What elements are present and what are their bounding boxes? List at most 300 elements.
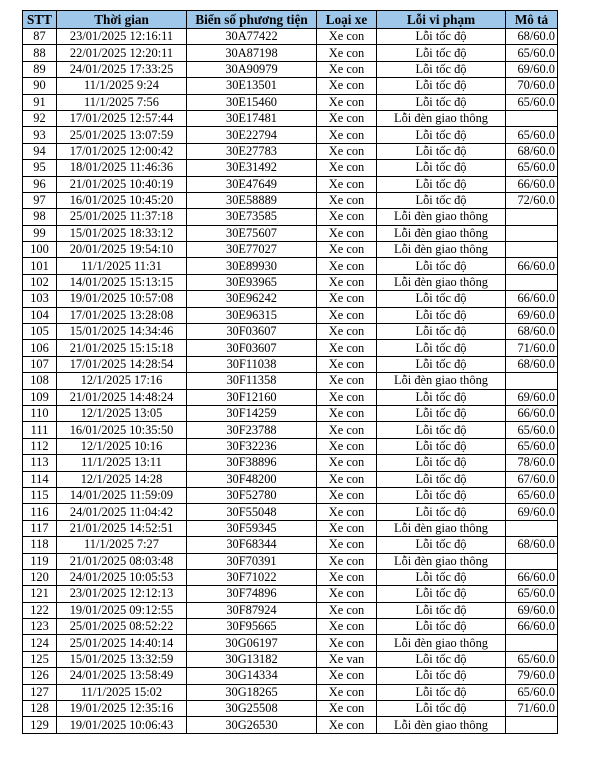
cell-description: 69/60.0	[506, 504, 558, 520]
cell-stt: 101	[23, 258, 57, 274]
cell-stt: 91	[23, 94, 57, 110]
table-row	[23, 602, 558, 618]
cell-description: 68/60.0	[506, 29, 558, 45]
cell-description	[506, 110, 558, 126]
cell-plate: 30F48200	[187, 471, 317, 487]
table-row	[23, 307, 558, 323]
cell-description: 69/60.0	[506, 602, 558, 618]
cell-plate: 30F59345	[187, 520, 317, 536]
cell-plate: 30G13182	[187, 651, 317, 667]
cell-description	[506, 274, 558, 290]
cell-violation: Lỗi tốc độ	[377, 192, 506, 208]
cell-violation: Lỗi tốc độ	[377, 340, 506, 356]
cell-plate: 30G25508	[187, 701, 317, 717]
cell-vehicle-type: Xe con	[317, 160, 377, 176]
cell-violation: Lỗi tốc độ	[377, 602, 506, 618]
cell-violation: Lỗi đèn giao thông	[377, 274, 506, 290]
cell-plate: 30F55048	[187, 504, 317, 520]
cell-plate: 30A77422	[187, 29, 317, 45]
cell-description	[506, 553, 558, 569]
cell-plate: 30F03607	[187, 340, 317, 356]
cell-description: 65/60.0	[506, 127, 558, 143]
cell-violation: Lỗi tốc độ	[377, 389, 506, 405]
cell-stt: 128	[23, 701, 57, 717]
cell-violation: Lỗi tốc độ	[377, 291, 506, 307]
cell-violation: Lỗi tốc độ	[377, 127, 506, 143]
cell-vehicle-type: Xe van	[317, 651, 377, 667]
cell-violation: Lỗi đèn giao thông	[377, 553, 506, 569]
cell-plate: 30G06197	[187, 635, 317, 651]
table-row	[23, 668, 558, 684]
cell-description: 67/60.0	[506, 471, 558, 487]
cell-time: 12/1/2025 13:05	[57, 405, 187, 421]
cell-stt: 109	[23, 389, 57, 405]
cell-stt: 122	[23, 602, 57, 618]
cell-description: 65/60.0	[506, 684, 558, 700]
cell-vehicle-type: Xe con	[317, 717, 377, 733]
cell-time: 15/01/2025 14:34:46	[57, 324, 187, 340]
cell-time: 17/01/2025 14:28:54	[57, 356, 187, 372]
cell-violation: Lỗi tốc độ	[377, 160, 506, 176]
cell-vehicle-type: Xe con	[317, 635, 377, 651]
cell-violation: Lỗi tốc độ	[377, 61, 506, 77]
cell-plate: 30E22794	[187, 127, 317, 143]
cell-time: 17/01/2025 13:28:08	[57, 307, 187, 323]
cell-violation: Lỗi đèn giao thông	[377, 635, 506, 651]
cell-description: 65/60.0	[506, 94, 558, 110]
cell-vehicle-type: Xe con	[317, 209, 377, 225]
cell-violation: Lỗi tốc độ	[377, 668, 506, 684]
cell-plate: 30E96242	[187, 291, 317, 307]
cell-description: 65/60.0	[506, 422, 558, 438]
cell-violation: Lỗi tốc độ	[377, 94, 506, 110]
table-row	[23, 225, 558, 241]
cell-stt: 129	[23, 717, 57, 733]
table-row	[23, 110, 558, 126]
header-time: Thời gian	[57, 11, 187, 29]
cell-time: 11/1/2025 9:24	[57, 78, 187, 94]
cell-plate: 30F14259	[187, 405, 317, 421]
cell-violation: Lỗi đèn giao thông	[377, 225, 506, 241]
cell-time: 25/01/2025 08:52:22	[57, 619, 187, 635]
cell-description	[506, 225, 558, 241]
cell-description: 66/60.0	[506, 291, 558, 307]
cell-vehicle-type: Xe con	[317, 569, 377, 585]
table-row	[23, 78, 558, 94]
cell-description: 65/60.0	[506, 487, 558, 503]
cell-description: 68/60.0	[506, 356, 558, 372]
cell-time: 16/01/2025 10:45:20	[57, 192, 187, 208]
cell-description: 70/60.0	[506, 78, 558, 94]
cell-description: 71/60.0	[506, 340, 558, 356]
cell-time: 21/01/2025 15:15:18	[57, 340, 187, 356]
table-row	[23, 405, 558, 421]
table-row	[23, 389, 558, 405]
cell-violation: Lỗi tốc độ	[377, 569, 506, 585]
table-row	[23, 192, 558, 208]
table-row	[23, 422, 558, 438]
table-row	[23, 373, 558, 389]
cell-time: 12/1/2025 10:16	[57, 438, 187, 454]
cell-vehicle-type: Xe con	[317, 258, 377, 274]
cell-stt: 100	[23, 242, 57, 258]
cell-vehicle-type: Xe con	[317, 94, 377, 110]
cell-violation: Lỗi tốc độ	[377, 29, 506, 45]
cell-time: 11/1/2025 7:27	[57, 537, 187, 553]
cell-violation: Lỗi đèn giao thông	[377, 110, 506, 126]
cell-stt: 124	[23, 635, 57, 651]
cell-violation: Lỗi tốc độ	[377, 586, 506, 602]
header-row	[23, 11, 558, 29]
table-row	[23, 569, 558, 585]
cell-time: 20/01/2025 19:54:10	[57, 242, 187, 258]
cell-vehicle-type: Xe con	[317, 356, 377, 372]
table-row	[23, 684, 558, 700]
cell-description: 65/60.0	[506, 160, 558, 176]
cell-stt: 97	[23, 192, 57, 208]
cell-vehicle-type: Xe con	[317, 471, 377, 487]
cell-time: 11/1/2025 13:11	[57, 455, 187, 471]
cell-time: 18/01/2025 11:46:36	[57, 160, 187, 176]
cell-stt: 112	[23, 438, 57, 454]
cell-violation: Lỗi tốc độ	[377, 324, 506, 340]
table-body	[23, 29, 558, 734]
table-row	[23, 29, 558, 45]
table-row	[23, 717, 558, 733]
cell-plate: 30F71022	[187, 569, 317, 585]
cell-stt: 103	[23, 291, 57, 307]
cell-vehicle-type: Xe con	[317, 487, 377, 503]
cell-description	[506, 373, 558, 389]
cell-time: 17/01/2025 12:57:44	[57, 110, 187, 126]
cell-plate: 30G18265	[187, 684, 317, 700]
cell-vehicle-type: Xe con	[317, 405, 377, 421]
cell-violation: Lỗi tốc độ	[377, 78, 506, 94]
cell-violation: Lỗi tốc độ	[377, 684, 506, 700]
cell-time: 15/01/2025 13:32:59	[57, 651, 187, 667]
table-row	[23, 127, 558, 143]
cell-stt: 119	[23, 553, 57, 569]
cell-vehicle-type: Xe con	[317, 307, 377, 323]
table-row	[23, 45, 558, 61]
cell-time: 23/01/2025 12:12:13	[57, 586, 187, 602]
cell-violation: Lỗi tốc độ	[377, 258, 506, 274]
cell-plate: 30F68344	[187, 537, 317, 553]
cell-stt: 120	[23, 569, 57, 585]
cell-time: 11/1/2025 7:56	[57, 94, 187, 110]
cell-vehicle-type: Xe con	[317, 668, 377, 684]
cell-description	[506, 520, 558, 536]
cell-vehicle-type: Xe con	[317, 45, 377, 61]
cell-plate: 30F32236	[187, 438, 317, 454]
cell-stt: 126	[23, 668, 57, 684]
cell-time: 22/01/2025 12:20:11	[57, 45, 187, 61]
cell-violation: Lỗi tốc độ	[377, 471, 506, 487]
table-row	[23, 487, 558, 503]
cell-time: 14/01/2025 15:13:15	[57, 274, 187, 290]
cell-stt: 108	[23, 373, 57, 389]
cell-vehicle-type: Xe con	[317, 438, 377, 454]
cell-vehicle-type: Xe con	[317, 61, 377, 77]
cell-description: 65/60.0	[506, 45, 558, 61]
table-row	[23, 340, 558, 356]
cell-time: 12/1/2025 17:16	[57, 373, 187, 389]
cell-time: 19/01/2025 10:06:43	[57, 717, 187, 733]
cell-vehicle-type: Xe con	[317, 225, 377, 241]
cell-description: 68/60.0	[506, 324, 558, 340]
cell-vehicle-type: Xe con	[317, 340, 377, 356]
cell-vehicle-type: Xe con	[317, 520, 377, 536]
cell-vehicle-type: Xe con	[317, 586, 377, 602]
table-row	[23, 143, 558, 159]
cell-plate: 30F70391	[187, 553, 317, 569]
cell-plate: 30E58889	[187, 192, 317, 208]
cell-violation: Lỗi tốc độ	[377, 701, 506, 717]
cell-violation: Lỗi tốc độ	[377, 619, 506, 635]
cell-stt: 87	[23, 29, 57, 45]
cell-description	[506, 635, 558, 651]
header-stt: STT	[23, 11, 57, 29]
cell-description: 69/60.0	[506, 61, 558, 77]
cell-violation: Lỗi tốc độ	[377, 487, 506, 503]
cell-time: 19/01/2025 10:57:08	[57, 291, 187, 307]
cell-violation: Lỗi tốc độ	[377, 356, 506, 372]
cell-plate: 30F12160	[187, 389, 317, 405]
table-row	[23, 635, 558, 651]
cell-stt: 96	[23, 176, 57, 192]
cell-plate: 30F23788	[187, 422, 317, 438]
cell-description	[506, 717, 558, 733]
cell-time: 21/01/2025 08:03:48	[57, 553, 187, 569]
table-row	[23, 274, 558, 290]
cell-time: 16/01/2025 10:35:50	[57, 422, 187, 438]
table-row	[23, 520, 558, 536]
cell-plate: 30E15460	[187, 94, 317, 110]
cell-vehicle-type: Xe con	[317, 455, 377, 471]
table-row	[23, 471, 558, 487]
cell-vehicle-type: Xe con	[317, 422, 377, 438]
cell-stt: 123	[23, 619, 57, 635]
cell-vehicle-type: Xe con	[317, 389, 377, 405]
cell-description: 66/60.0	[506, 405, 558, 421]
cell-vehicle-type: Xe con	[317, 373, 377, 389]
cell-description: 66/60.0	[506, 569, 558, 585]
cell-time: 21/01/2025 14:52:51	[57, 520, 187, 536]
cell-vehicle-type: Xe con	[317, 619, 377, 635]
cell-stt: 90	[23, 78, 57, 94]
cell-description: 69/60.0	[506, 307, 558, 323]
cell-plate: 30E17481	[187, 110, 317, 126]
violations-table	[22, 10, 558, 734]
cell-stt: 125	[23, 651, 57, 667]
cell-violation: Lỗi tốc độ	[377, 405, 506, 421]
cell-stt: 104	[23, 307, 57, 323]
cell-vehicle-type: Xe con	[317, 192, 377, 208]
cell-description: 68/60.0	[506, 143, 558, 159]
table-row	[23, 324, 558, 340]
cell-vehicle-type: Xe con	[317, 291, 377, 307]
cell-stt: 95	[23, 160, 57, 176]
cell-description	[506, 209, 558, 225]
cell-vehicle-type: Xe con	[317, 242, 377, 258]
cell-time: 21/01/2025 10:40:19	[57, 176, 187, 192]
cell-vehicle-type: Xe con	[317, 78, 377, 94]
cell-violation: Lỗi đèn giao thông	[377, 520, 506, 536]
cell-time: 17/01/2025 12:00:42	[57, 143, 187, 159]
cell-stt: 92	[23, 110, 57, 126]
table-row	[23, 553, 558, 569]
cell-violation: Lỗi tốc độ	[377, 438, 506, 454]
cell-stt: 93	[23, 127, 57, 143]
cell-description: 72/60.0	[506, 192, 558, 208]
cell-description: 71/60.0	[506, 701, 558, 717]
cell-time: 23/01/2025 12:16:11	[57, 29, 187, 45]
cell-vehicle-type: Xe con	[317, 602, 377, 618]
cell-time: 19/01/2025 12:35:16	[57, 701, 187, 717]
cell-plate: 30E31492	[187, 160, 317, 176]
cell-plate: 30E27783	[187, 143, 317, 159]
cell-plate: 30E77027	[187, 242, 317, 258]
cell-violation: Lỗi tốc độ	[377, 45, 506, 61]
cell-description	[506, 242, 558, 258]
cell-plate: 30F74896	[187, 586, 317, 602]
cell-plate: 30F38896	[187, 455, 317, 471]
cell-time: 14/01/2025 11:59:09	[57, 487, 187, 503]
cell-description: 66/60.0	[506, 258, 558, 274]
cell-plate: 30E13501	[187, 78, 317, 94]
cell-stt: 116	[23, 504, 57, 520]
table-row	[23, 258, 558, 274]
cell-stt: 107	[23, 356, 57, 372]
table-row	[23, 619, 558, 635]
header-plate: Biển số phương tiện	[187, 11, 317, 29]
cell-time: 19/01/2025 09:12:55	[57, 602, 187, 618]
cell-stt: 110	[23, 405, 57, 421]
table-row	[23, 438, 558, 454]
cell-time: 24/01/2025 17:33:25	[57, 61, 187, 77]
cell-plate: 30F03607	[187, 324, 317, 340]
cell-stt: 118	[23, 537, 57, 553]
cell-description: 79/60.0	[506, 668, 558, 684]
table-row	[23, 504, 558, 520]
cell-vehicle-type: Xe con	[317, 29, 377, 45]
cell-time: 12/1/2025 14:28	[57, 471, 187, 487]
cell-time: 24/01/2025 11:04:42	[57, 504, 187, 520]
cell-vehicle-type: Xe con	[317, 143, 377, 159]
cell-vehicle-type: Xe con	[317, 110, 377, 126]
cell-stt: 89	[23, 61, 57, 77]
cell-plate: 30E47649	[187, 176, 317, 192]
cell-time: 25/01/2025 14:40:14	[57, 635, 187, 651]
cell-violation: Lỗi đèn giao thông	[377, 717, 506, 733]
cell-description: 65/60.0	[506, 438, 558, 454]
cell-stt: 88	[23, 45, 57, 61]
cell-stt: 94	[23, 143, 57, 159]
cell-vehicle-type: Xe con	[317, 553, 377, 569]
cell-violation: Lỗi tốc độ	[377, 176, 506, 192]
cell-violation: Lỗi tốc độ	[377, 651, 506, 667]
cell-violation: Lỗi tốc độ	[377, 307, 506, 323]
cell-time: 21/01/2025 14:48:24	[57, 389, 187, 405]
table-row	[23, 94, 558, 110]
table-row	[23, 586, 558, 602]
cell-stt: 106	[23, 340, 57, 356]
cell-description: 66/60.0	[506, 619, 558, 635]
table-row	[23, 356, 558, 372]
cell-stt: 111	[23, 422, 57, 438]
cell-stt: 115	[23, 487, 57, 503]
cell-violation: Lỗi đèn giao thông	[377, 209, 506, 225]
header-vehicle-type: Loại xe	[317, 11, 377, 29]
table-row	[23, 291, 558, 307]
cell-time: 11/1/2025 11:31	[57, 258, 187, 274]
cell-stt: 114	[23, 471, 57, 487]
table-row	[23, 455, 558, 471]
cell-vehicle-type: Xe con	[317, 537, 377, 553]
cell-description: 66/60.0	[506, 176, 558, 192]
table-row	[23, 701, 558, 717]
cell-stt: 113	[23, 455, 57, 471]
cell-time: 24/01/2025 13:58:49	[57, 668, 187, 684]
cell-stt: 117	[23, 520, 57, 536]
cell-vehicle-type: Xe con	[317, 127, 377, 143]
cell-time: 25/01/2025 13:07:59	[57, 127, 187, 143]
cell-stt: 98	[23, 209, 57, 225]
cell-description: 65/60.0	[506, 586, 558, 602]
cell-vehicle-type: Xe con	[317, 701, 377, 717]
cell-time: 11/1/2025 15:02	[57, 684, 187, 700]
cell-plate: 30E93965	[187, 274, 317, 290]
cell-plate: 30E73585	[187, 209, 317, 225]
table-row	[23, 160, 558, 176]
cell-violation: Lỗi tốc độ	[377, 537, 506, 553]
cell-plate: 30E75607	[187, 225, 317, 241]
cell-time: 15/01/2025 18:33:12	[57, 225, 187, 241]
cell-vehicle-type: Xe con	[317, 684, 377, 700]
cell-vehicle-type: Xe con	[317, 324, 377, 340]
cell-plate: 30A90979	[187, 61, 317, 77]
cell-violation: Lỗi tốc độ	[377, 422, 506, 438]
cell-violation: Lỗi tốc độ	[377, 143, 506, 159]
cell-violation: Lỗi tốc độ	[377, 504, 506, 520]
cell-plate: 30F87924	[187, 602, 317, 618]
cell-plate: 30A87198	[187, 45, 317, 61]
cell-plate: 30F11358	[187, 373, 317, 389]
cell-plate: 30F11038	[187, 356, 317, 372]
cell-plate: 30F95665	[187, 619, 317, 635]
cell-stt: 99	[23, 225, 57, 241]
cell-stt: 121	[23, 586, 57, 602]
table-row	[23, 61, 558, 77]
cell-time: 25/01/2025 11:37:18	[57, 209, 187, 225]
cell-vehicle-type: Xe con	[317, 504, 377, 520]
cell-stt: 127	[23, 684, 57, 700]
cell-vehicle-type: Xe con	[317, 176, 377, 192]
table-row	[23, 242, 558, 258]
cell-plate: 30G14334	[187, 668, 317, 684]
table-row	[23, 651, 558, 667]
table-row	[23, 537, 558, 553]
table-row	[23, 176, 558, 192]
cell-description: 69/60.0	[506, 389, 558, 405]
cell-violation: Lỗi tốc độ	[377, 455, 506, 471]
cell-description: 68/60.0	[506, 537, 558, 553]
header-violation: Lỗi vi phạm	[377, 11, 506, 29]
cell-violation: Lỗi đèn giao thông	[377, 242, 506, 258]
cell-time: 24/01/2025 10:05:53	[57, 569, 187, 585]
cell-description: 65/60.0	[506, 651, 558, 667]
cell-stt: 105	[23, 324, 57, 340]
